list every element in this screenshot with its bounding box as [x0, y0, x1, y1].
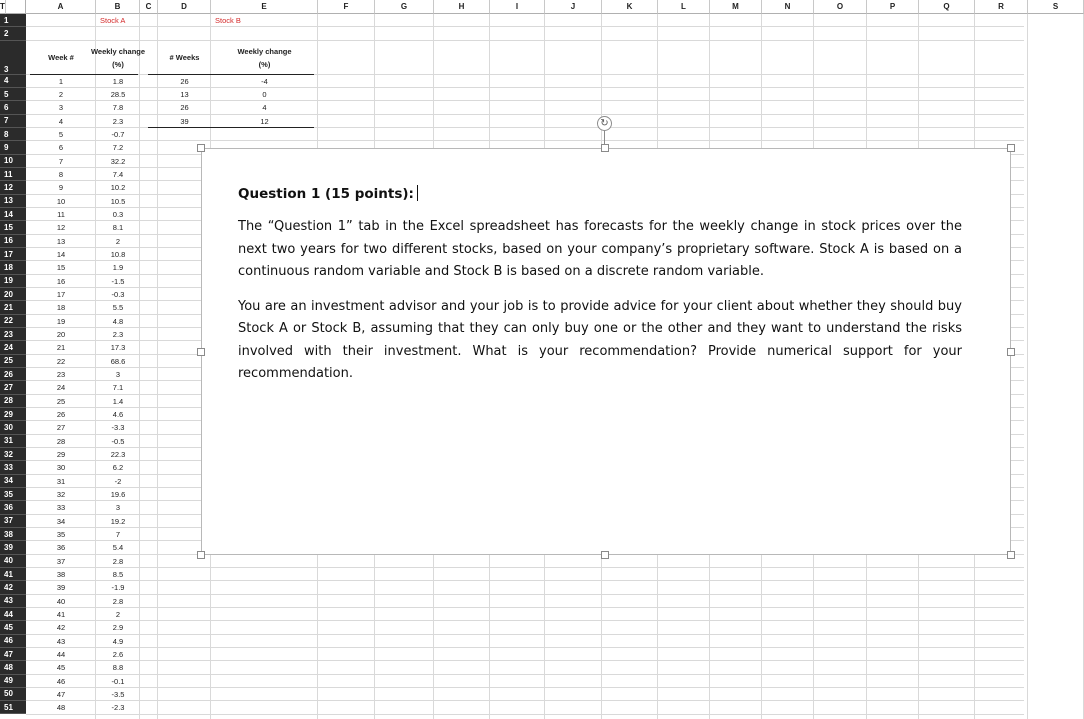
stock-a-week-cell[interactable]: 29: [56, 450, 66, 460]
stock-a-week-cell[interactable]: 21: [56, 343, 66, 353]
stock-b-change-header-line1: Weekly change: [237, 46, 292, 56]
stock-a-change-cell[interactable]: 1.8: [112, 76, 124, 86]
row-header-29[interactable]: 29: [0, 408, 26, 421]
stock-a-week-cell[interactable]: 45: [56, 663, 66, 673]
grid-row-line: [26, 660, 1024, 661]
row-header-27[interactable]: 27: [0, 381, 26, 394]
grid-row-line: [26, 567, 1024, 568]
column-header-o[interactable]: O: [814, 0, 867, 14]
stock-b-change-header[interactable]: [211, 41, 318, 75]
column-header-a[interactable]: A: [26, 0, 96, 14]
row-header-18[interactable]: 18: [0, 261, 26, 274]
stock-a-week-cell[interactable]: 46: [56, 676, 66, 686]
question-paragraph-2: You are an investment advisor and your job is to provide advice for your client about whether they should buy Stock A or Stock B, assuming that they can only buy one or the other and they want to understand the risks involved with their investment. What is your recommendation? Provide numerical support for your recommendation.: [238, 298, 962, 381]
stock-b-weeks-cell[interactable]: 13: [180, 90, 189, 100]
stock-b-change-header-line2: (%): [258, 59, 271, 69]
row-header-28[interactable]: 28: [0, 395, 26, 408]
row-header-25[interactable]: 25: [0, 355, 26, 368]
stock-a-change-cell[interactable]: 5.5: [112, 303, 124, 313]
stock-a-change-cell[interactable]: 4.6: [112, 410, 124, 420]
stock-a-change-cell[interactable]: -0.5: [111, 436, 125, 446]
stock-a-week-cell[interactable]: 13: [56, 236, 66, 246]
row-header-13[interactable]: 13: [0, 195, 26, 208]
stock-a-week-header-line1: Week #: [48, 53, 74, 63]
stock-a-change-cell[interactable]: 2.3: [112, 330, 124, 340]
column-header-h[interactable]: H: [434, 0, 490, 14]
row-header-46[interactable]: 46: [0, 635, 26, 648]
row-header-26[interactable]: 26: [0, 368, 26, 381]
stock-a-week-cell[interactable]: 42: [56, 623, 66, 633]
stock-a-change-cell[interactable]: -3.5: [111, 689, 125, 699]
stock-a-change-cell[interactable]: 0.3: [112, 210, 124, 220]
stock-a-change-cell[interactable]: -0.1: [111, 676, 125, 686]
stock-a-change-header-line1: Weekly change: [90, 46, 146, 56]
stock-b-change-cell[interactable]: 4: [262, 103, 267, 113]
stock-a-week-cell[interactable]: 11: [57, 210, 65, 220]
row-header-36[interactable]: 36: [0, 501, 26, 514]
column-header-f[interactable]: F: [318, 0, 375, 14]
stock-a-week-cell[interactable]: 44: [56, 650, 66, 659]
grid-row-line: [26, 594, 1024, 595]
row-header-47[interactable]: 47: [0, 648, 26, 661]
stock-a-week-cell[interactable]: 23: [56, 370, 66, 380]
row-header-37[interactable]: 37: [0, 515, 26, 528]
stock-b-weeks-cell[interactable]: 39: [180, 116, 189, 126]
stock-a-week-cell[interactable]: 33: [56, 503, 66, 513]
row-header-43[interactable]: 43: [0, 595, 26, 608]
row-header-12[interactable]: 12: [0, 181, 26, 194]
row-header-16[interactable]: 16: [0, 235, 26, 248]
question-title-line: [238, 185, 962, 202]
grid-row-line: [26, 634, 1024, 635]
column-header-s[interactable]: S: [1028, 0, 1084, 14]
row-header-33[interactable]: 33: [0, 461, 26, 474]
stock-b-bottom-underline: [148, 127, 314, 128]
stock-a-week-cell[interactable]: 39: [56, 583, 66, 593]
stock-a-change-cell[interactable]: 17.3: [110, 343, 126, 353]
stock-a-week-cell[interactable]: 7: [58, 156, 64, 166]
row-header-44[interactable]: 44: [0, 608, 26, 621]
row-header-41[interactable]: 41: [0, 568, 26, 581]
stock-a-change-cell[interactable]: 8.1: [112, 223, 124, 233]
stock-b-weeks-header-line1: # Weeks: [169, 53, 200, 63]
row-header-35[interactable]: 35: [0, 488, 26, 501]
grid-row-line: [26, 607, 1024, 608]
stock-a-change-cell[interactable]: 10.8: [110, 250, 126, 260]
resize-handle[interactable]: [601, 551, 609, 559]
resize-handle[interactable]: [1007, 551, 1015, 559]
stock-a-week-cell[interactable]: 5: [58, 130, 64, 140]
stock-a-week-cell[interactable]: 17: [56, 290, 66, 300]
stock-a-change-cell[interactable]: 7.8: [112, 103, 124, 113]
row-header-34[interactable]: 34: [0, 475, 26, 488]
stock-a-week-cell[interactable]: 48: [56, 703, 66, 713]
stock-a-week-cell[interactable]: 27: [56, 423, 66, 433]
stock-a-change-cell[interactable]: 7.2: [112, 143, 124, 153]
row-header-51[interactable]: 51: [0, 701, 26, 714]
stock-b-weeks-header[interactable]: [158, 41, 211, 75]
column-header-p[interactable]: P: [867, 0, 919, 14]
stock-b-change-cell[interactable]: 12: [260, 116, 269, 126]
column-header-n[interactable]: N: [762, 0, 814, 14]
stock-a-change-cell[interactable]: 8.5: [112, 570, 124, 580]
row-header-49[interactable]: 49: [0, 675, 26, 688]
grid-row-line: [26, 687, 1024, 688]
row-header-8[interactable]: 8: [0, 128, 26, 141]
row-header-3[interactable]: 3: [0, 41, 26, 75]
row-header-23[interactable]: 23: [0, 328, 26, 341]
column-header-j[interactable]: J: [545, 0, 602, 14]
stock-b-change-cell[interactable]: -4: [261, 76, 268, 86]
stock-a-change-cell[interactable]: -0.7: [111, 130, 125, 140]
row-header-14[interactable]: 14: [0, 208, 26, 221]
stock-a-week-cell[interactable]: 19: [56, 316, 66, 326]
row-header-31[interactable]: 31: [0, 435, 26, 448]
row-header-30[interactable]: 30: [0, 421, 26, 434]
stock-a-week-cell[interactable]: 6: [58, 143, 64, 153]
grid-column-line: [1027, 14, 1028, 719]
resize-handle[interactable]: [1007, 348, 1015, 356]
row-header-1[interactable]: 1: [0, 14, 26, 27]
stock-a-week-cell[interactable]: 24: [56, 383, 66, 393]
textbox-content[interactable]: [238, 185, 962, 398]
stock-b-weeks-cell[interactable]: 26: [180, 76, 189, 86]
stock-a-week-cell[interactable]: 8: [58, 170, 64, 180]
stock-a-week-cell[interactable]: 47: [56, 689, 66, 699]
column-header-k[interactable]: K: [602, 0, 658, 14]
rotate-handle-icon[interactable]: ↻: [597, 116, 612, 131]
row-header-48[interactable]: 48: [0, 661, 26, 674]
stock-a-week-header[interactable]: [26, 41, 96, 75]
stock-b-title[interactable]: Stock B: [215, 16, 241, 26]
row-header-24[interactable]: 24: [0, 341, 26, 354]
column-header-b[interactable]: B: [96, 0, 140, 14]
column-header-c[interactable]: C: [140, 0, 158, 14]
stock-a-change-cell[interactable]: 3: [115, 370, 121, 380]
row-header-19[interactable]: 19: [0, 275, 26, 288]
stock-a-week-cell[interactable]: 30: [56, 463, 66, 473]
question-title: Question 1 (15 points):: [238, 186, 414, 202]
row-header-4[interactable]: 4: [0, 75, 26, 88]
stock-a-change-cell[interactable]: -0.3: [111, 290, 125, 300]
stock-a-change-cell[interactable]: 10.2: [110, 183, 126, 193]
stock-a-change-cell[interactable]: 1.4: [112, 396, 124, 406]
grid-row-line: [26, 620, 1024, 621]
stock-a-week-cell[interactable]: 22: [56, 356, 66, 366]
stock-a-change-cell[interactable]: 6.2: [112, 463, 124, 473]
row-header-5[interactable]: 5: [0, 88, 26, 101]
stock-a-change-cell[interactable]: 2: [115, 236, 121, 246]
grid-row-line: [26, 674, 1024, 675]
column-header-q[interactable]: Q: [919, 0, 975, 14]
stock-a-change-cell[interactable]: 2.9: [112, 623, 124, 633]
stock-a-change-header-line2: (%): [112, 59, 124, 69]
column-header-i[interactable]: I: [490, 0, 545, 14]
question-paragraph-1: The “Question 1” tab in the Excel spreadsheet has forecasts for the weekly change in stock prices over the next two years for two different stocks, based on your company’s proprietary software. Stock A is based on a continuous random variable and Stock B is based on a discrete random variable.: [238, 219, 962, 279]
row-header-15[interactable]: 15: [0, 221, 26, 234]
grid-row-line: [26, 26, 1024, 27]
stock-a-week-cell[interactable]: 32: [56, 490, 66, 500]
stock-a-week-cell[interactable]: 15: [56, 263, 66, 273]
stock-a-week-cell[interactable]: 18: [56, 303, 66, 313]
stock-a-change-cell[interactable]: 7.4: [112, 170, 124, 180]
stock-a-week-cell[interactable]: 43: [56, 636, 66, 646]
stock-a-change-header[interactable]: [90, 41, 146, 75]
stock-a-change-cell[interactable]: 7.1: [112, 383, 124, 393]
stock-a-week-cell[interactable]: 31: [56, 476, 66, 486]
row-header-20[interactable]: 20: [0, 288, 26, 301]
stock-a-change-cell[interactable]: 4.9: [112, 636, 124, 646]
stock-a-week-cell[interactable]: 41: [56, 610, 66, 620]
row-header-9[interactable]: 9: [0, 141, 26, 154]
stock-a-week-cell[interactable]: 28: [56, 436, 66, 446]
row-header-22[interactable]: 22: [0, 315, 26, 328]
stock-a-week-cell[interactable]: 4: [58, 116, 64, 126]
stock-a-change-cell[interactable]: 68.6: [110, 356, 126, 366]
column-header-e[interactable]: E: [211, 0, 318, 14]
stock-a-change-cell[interactable]: 10.5: [110, 196, 126, 206]
column-header-m[interactable]: M: [710, 0, 762, 14]
column-header-l[interactable]: L: [658, 0, 710, 14]
row-header-17[interactable]: 17: [0, 248, 26, 261]
stock-a-week-cell[interactable]: 26: [56, 410, 66, 420]
resize-handle[interactable]: [601, 144, 609, 152]
rotate-connector: [604, 131, 605, 144]
stock-a-change-cell[interactable]: 2.8: [112, 596, 124, 606]
row-header-42[interactable]: 42: [0, 581, 26, 594]
stock-a-week-cell[interactable]: 16: [56, 276, 66, 286]
stock-a-week-cell[interactable]: 35: [56, 530, 66, 540]
stock-a-week-cell[interactable]: 10: [56, 196, 66, 206]
stock-a-change-cell[interactable]: 1.9: [112, 263, 124, 273]
column-header-d[interactable]: D: [158, 0, 211, 14]
text-cursor: [417, 185, 418, 201]
row-header-45[interactable]: 45: [0, 621, 26, 634]
stock-a-change-cell[interactable]: 7: [115, 530, 121, 540]
stock-a-week-cell[interactable]: 12: [56, 223, 66, 233]
stock-b-change-cell[interactable]: 0: [262, 90, 267, 100]
grid-row-line: [26, 714, 1024, 715]
resize-handle[interactable]: [197, 551, 205, 559]
stock-a-change-cell[interactable]: 2.6: [112, 650, 124, 659]
stock-a-week-cell[interactable]: 2: [58, 90, 64, 100]
stock-a-week-cell[interactable]: 34: [56, 516, 66, 526]
stock-a-week-cell[interactable]: 3: [58, 103, 64, 113]
stock-a-week-cell[interactable]: 40: [56, 596, 66, 606]
stock-a-change-cell[interactable]: -1.9: [111, 583, 125, 593]
resize-handle[interactable]: [197, 144, 205, 152]
stock-a-change-cell[interactable]: 19.6: [110, 490, 126, 500]
row-header-39[interactable]: 39: [0, 541, 26, 554]
column-header-r[interactable]: R: [975, 0, 1028, 14]
stock-a-change-cell[interactable]: 5.4: [112, 543, 124, 553]
column-header-g[interactable]: G: [375, 0, 434, 14]
stock-a-week-cell[interactable]: 1: [58, 76, 64, 86]
stock-a-week-cell[interactable]: 25: [56, 396, 66, 406]
stock-a-change-cell[interactable]: -3.3: [111, 423, 125, 433]
row-header-21[interactable]: 21: [0, 301, 26, 314]
resize-handle[interactable]: [197, 348, 205, 356]
stock-a-week-cell[interactable]: 37: [56, 556, 66, 566]
grid-row-line: [26, 580, 1024, 581]
stock-a-week-cell[interactable]: 36: [56, 543, 66, 553]
row-header-10[interactable]: 10: [0, 155, 26, 168]
stock-a-week-cell[interactable]: 9: [58, 183, 64, 193]
stock-a-change-cell[interactable]: 2.3: [112, 116, 124, 126]
row-header-6[interactable]: 6: [0, 101, 26, 114]
stock-b-weeks-cell[interactable]: 26: [180, 103, 189, 113]
row-header-38[interactable]: 38: [0, 528, 26, 541]
stock-a-week-cell[interactable]: 38: [56, 570, 66, 580]
stock-a-change-cell[interactable]: 8.8: [112, 663, 124, 673]
stock-a-change-cell[interactable]: -2: [114, 476, 122, 486]
stock-a-change-cell[interactable]: -2.3: [111, 703, 125, 713]
row-header-32[interactable]: 32: [0, 448, 26, 461]
stock-a-change-cell[interactable]: 28.5: [110, 90, 126, 100]
stock-a-week-cell[interactable]: 20: [56, 330, 66, 340]
stock-a-change-cell[interactable]: 2.8: [112, 556, 124, 566]
grid-row-line: [26, 700, 1024, 701]
row-header-11[interactable]: 11: [0, 168, 26, 181]
grid-row-line: [26, 647, 1024, 648]
stock-a-change-cell[interactable]: 2: [115, 610, 121, 620]
resize-handle[interactable]: [1007, 144, 1015, 152]
column-header-t[interactable]: T: [0, 0, 6, 14]
stock-a-change-cell[interactable]: 4.8: [112, 316, 124, 326]
stock-a-change-cell[interactable]: -1.5: [111, 276, 125, 286]
stock-a-title[interactable]: Stock A: [100, 16, 126, 26]
grid-row-line: [26, 140, 1024, 141]
question-textbox[interactable]: [201, 148, 1011, 555]
row-header-2[interactable]: 2: [0, 27, 26, 40]
stock-a-week-cell[interactable]: 14: [56, 250, 66, 260]
row-header-40[interactable]: 40: [0, 555, 26, 568]
stock-a-change-cell[interactable]: 3: [115, 503, 121, 513]
row-header-50[interactable]: 50: [0, 688, 26, 701]
row-header-7[interactable]: 7: [0, 115, 26, 128]
stock-a-change-cell[interactable]: 32.2: [110, 156, 126, 166]
stock-a-change-cell[interactable]: 19.2: [110, 516, 126, 526]
stock-a-change-cell[interactable]: 22.3: [110, 450, 126, 460]
